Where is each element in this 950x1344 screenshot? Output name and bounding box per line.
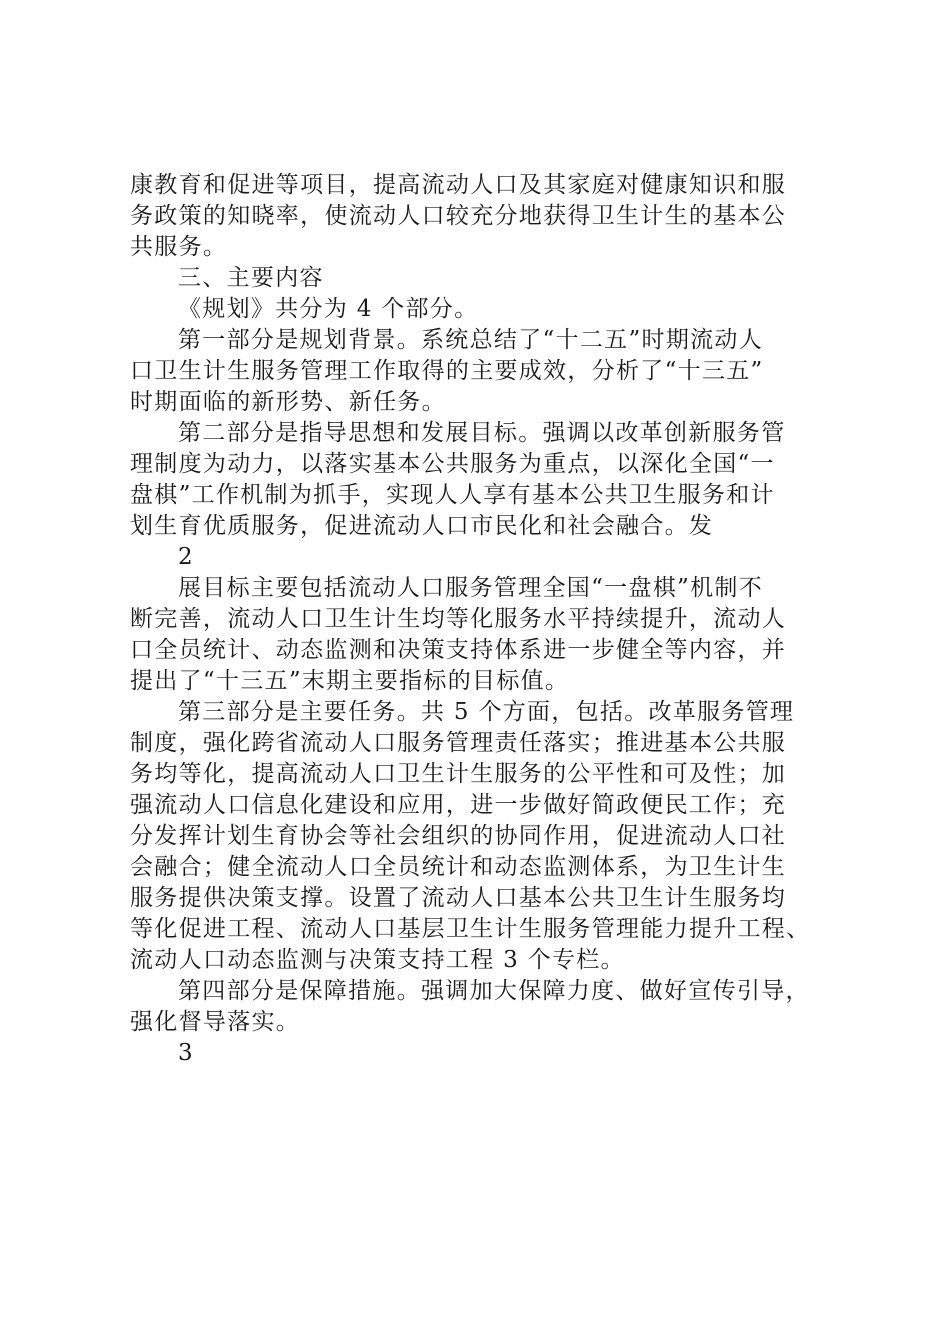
text-line: 第一部分是规划背景。系统总结了“十二五”时期流动人: [178, 327, 764, 353]
text-line: 务政策的知晓率，使流动人口较充分地获得卫生计生的基本公: [130, 203, 787, 229]
text-line: 划生育优质服务，促进流动人口市民化和社会融合。发: [130, 513, 714, 539]
text-line: 康教育和促进等项目，提高流动人口及其家庭对健康知识和服: [130, 172, 787, 198]
text-line: 会融合；健全流动人口全员统计和动态监测体系，为卫生计生: [130, 854, 787, 880]
text-line: 《规划》共分为 4 个部分。: [178, 296, 479, 322]
text-line: 盘棋”工作机制为抓手，实现人人享有基本公共卫生服务和计: [130, 482, 775, 508]
text-line: 服务提供决策支撑。设置了流动人口基本公共卫生计生服务均: [130, 885, 787, 911]
text-line: 制度，强化跨省流动人口服务管理责任落实；推进基本公共服: [130, 730, 787, 756]
text-line: 口全员统计、动态监测和决策支持体系进一步健全等内容，并: [130, 637, 787, 663]
document-page: [130, 170, 830, 1069]
text-line: 口卫生计生服务管理工作取得的主要成效，分析了“十三五”: [130, 358, 764, 384]
text-line: 展目标主要包括流动人口服务管理全国“一盘棋”机制不: [178, 575, 764, 601]
text-line: 强化督导落实。: [130, 1009, 301, 1035]
text-block-2: [130, 573, 830, 1038]
text-line: 第三部分是主要任务。共 5 个方面，包括。改革服务管理: [178, 699, 795, 725]
text-line: 第二部分是指导思想和发展目标。强调以改革创新服务管: [178, 420, 786, 446]
text-line: 强流动人口信息化建设和应用，进一步做好简政便民工作；充: [130, 792, 787, 818]
section-heading: 三、主要内容: [178, 265, 324, 291]
text-line: 务均等化，提高流动人口卫生计生服务的公平性和可及性；加: [130, 761, 787, 787]
text-line: 断完善，流动人口卫生计生均等化服务水平持续提升，流动人: [130, 606, 787, 632]
text-block-1: [130, 170, 830, 542]
page-number: 3: [178, 1040, 193, 1066]
text-line: 流动人口动态监测与决策支持工程 3 个专栏。: [130, 947, 625, 973]
text-line: 时期面临的新形势、新任务。: [130, 389, 446, 415]
text-line: 等化促进工程、流动人口基层卫生计生服务管理能力提升工程、: [130, 916, 811, 942]
text-line: 提出了“十三五”末期主要指标的目标值。: [130, 668, 570, 694]
text-line: 理制度为动力，以落实基本公共服务为重点，以深化全国“一: [130, 451, 775, 477]
text-line: 第四部分是保障措施。强调加大保障力度、做好宣传引导，: [178, 978, 810, 1004]
text-line: 分发挥计划生育协会等社会组织的协同作用，促进流动人口社: [130, 823, 787, 849]
text-line: 共服务。: [130, 234, 228, 260]
page-number: 2: [178, 544, 193, 570]
